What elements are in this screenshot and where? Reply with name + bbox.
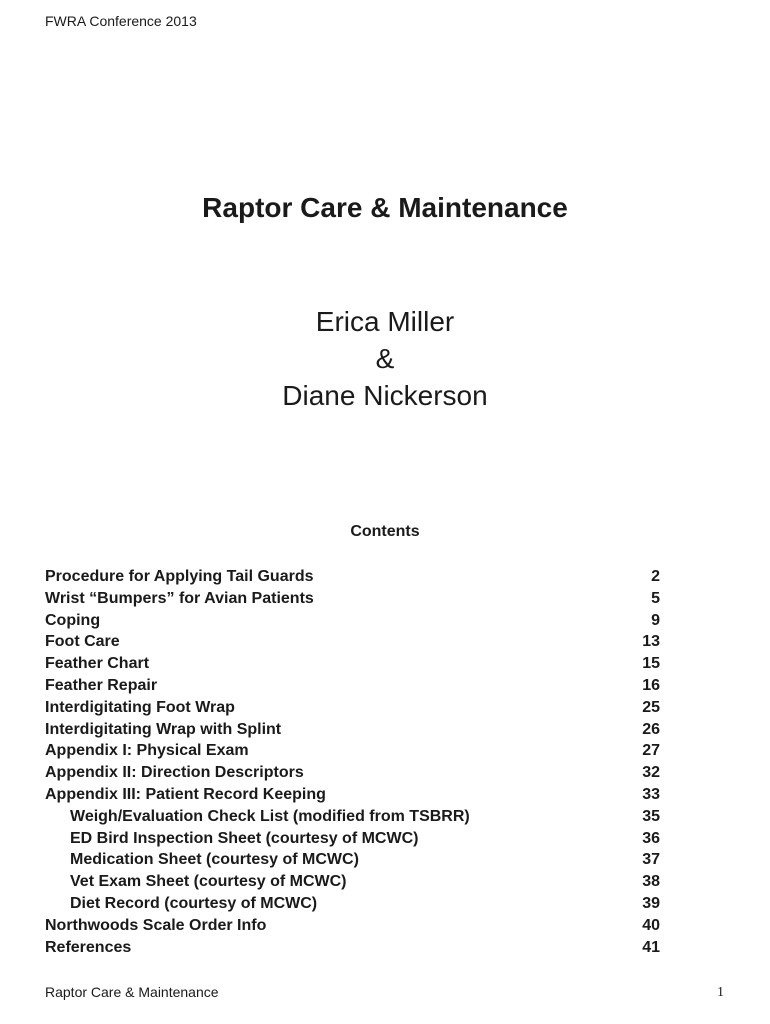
toc-entry (45, 762, 660, 784)
toc-entry-page: 9 (651, 611, 660, 629)
toc-entry (45, 566, 660, 588)
toc-entry-label: Wrist “Bumpers” for Avian Patients (45, 589, 314, 607)
toc-entry-page: 16 (642, 676, 660, 694)
toc-entry (45, 697, 660, 719)
toc-entry-label: Weigh/Evaluation Check List (modified from TSBRR) (70, 807, 470, 825)
author-1: Erica Miller (315, 306, 455, 337)
toc-entry-page: 35 (642, 807, 660, 825)
toc-entry-label: Interdigitating Wrap with Splint (45, 720, 282, 738)
toc-entry-page: 2 (651, 568, 660, 585)
toc-entry-page: 26 (642, 720, 660, 738)
running-footer: Raptor Care & Maintenance (45, 984, 219, 1000)
toc-entry (45, 915, 660, 937)
toc-entry-label: Northwoods Scale Order Info (45, 916, 267, 934)
authors-block (0, 303, 770, 414)
running-header: FWRA Conference 2013 (45, 13, 197, 29)
toc-entry-label: Coping (45, 611, 101, 629)
toc-entry-page: 37 (642, 851, 660, 869)
toc-subentry (45, 806, 660, 828)
toc-entry-page: 33 (642, 785, 660, 803)
toc-entry-page: 25 (642, 698, 660, 716)
author-2: Diane Nickerson (282, 380, 488, 411)
toc-entry-label: Appendix III: Patient Record Keeping (45, 785, 326, 803)
toc-entry-label: Feather Repair (45, 676, 158, 694)
toc-entry-page: 40 (642, 916, 660, 934)
toc-entry (45, 631, 660, 653)
document-title: Raptor Care & Maintenance (202, 192, 568, 223)
toc-entry-label: Interdigitating Foot Wrap (45, 698, 235, 716)
toc-entry-label: Appendix II: Direction Descriptors (45, 764, 304, 782)
contents-heading: Contents (350, 523, 420, 540)
toc-entry-label: Vet Exam Sheet (courtesy of MCWC) (70, 873, 347, 891)
toc-entry-label: Foot Care (45, 633, 120, 651)
toc-entry-page: 38 (642, 873, 660, 891)
toc-entry-label: Appendix I: Physical Exam (45, 742, 249, 760)
toc-entry-page: 39 (642, 894, 660, 912)
author-separator: & (375, 343, 395, 374)
toc-entry-label: Procedure for Applying Tail Guards (45, 568, 314, 585)
toc-entry (45, 610, 660, 632)
toc-entry-page: 32 (642, 764, 660, 782)
toc-entry-label: Feather Chart (45, 655, 150, 673)
toc-subentry (45, 871, 660, 893)
toc-subentry (45, 849, 660, 871)
toc-entry-label: ED Bird Inspection Sheet (courtesy of MCWC) (70, 829, 419, 847)
toc-entry-page: 36 (642, 829, 660, 847)
toc-entry-page: 27 (642, 742, 660, 760)
page-number: 1 (717, 985, 724, 1000)
toc-subentry (45, 828, 660, 850)
toc-entry (45, 653, 660, 675)
toc-entry-page: 41 (642, 938, 660, 956)
toc-entry (45, 588, 660, 610)
toc-entry (45, 740, 660, 762)
toc-entry (45, 937, 660, 959)
toc-entry-page: 5 (651, 589, 660, 607)
table-of-contents (45, 566, 660, 958)
toc-entry (45, 784, 660, 806)
toc-entry-label: Medication Sheet (courtesy of MCWC) (70, 851, 359, 869)
toc-entry (45, 675, 660, 697)
toc-entry-page: 13 (642, 633, 660, 651)
toc-subentry (45, 893, 660, 915)
toc-entry (45, 719, 660, 741)
toc-entry-page: 15 (642, 655, 660, 673)
toc-entry-label: Diet Record (courtesy of MCWC) (70, 894, 318, 912)
toc-entry-label: References (45, 938, 132, 956)
